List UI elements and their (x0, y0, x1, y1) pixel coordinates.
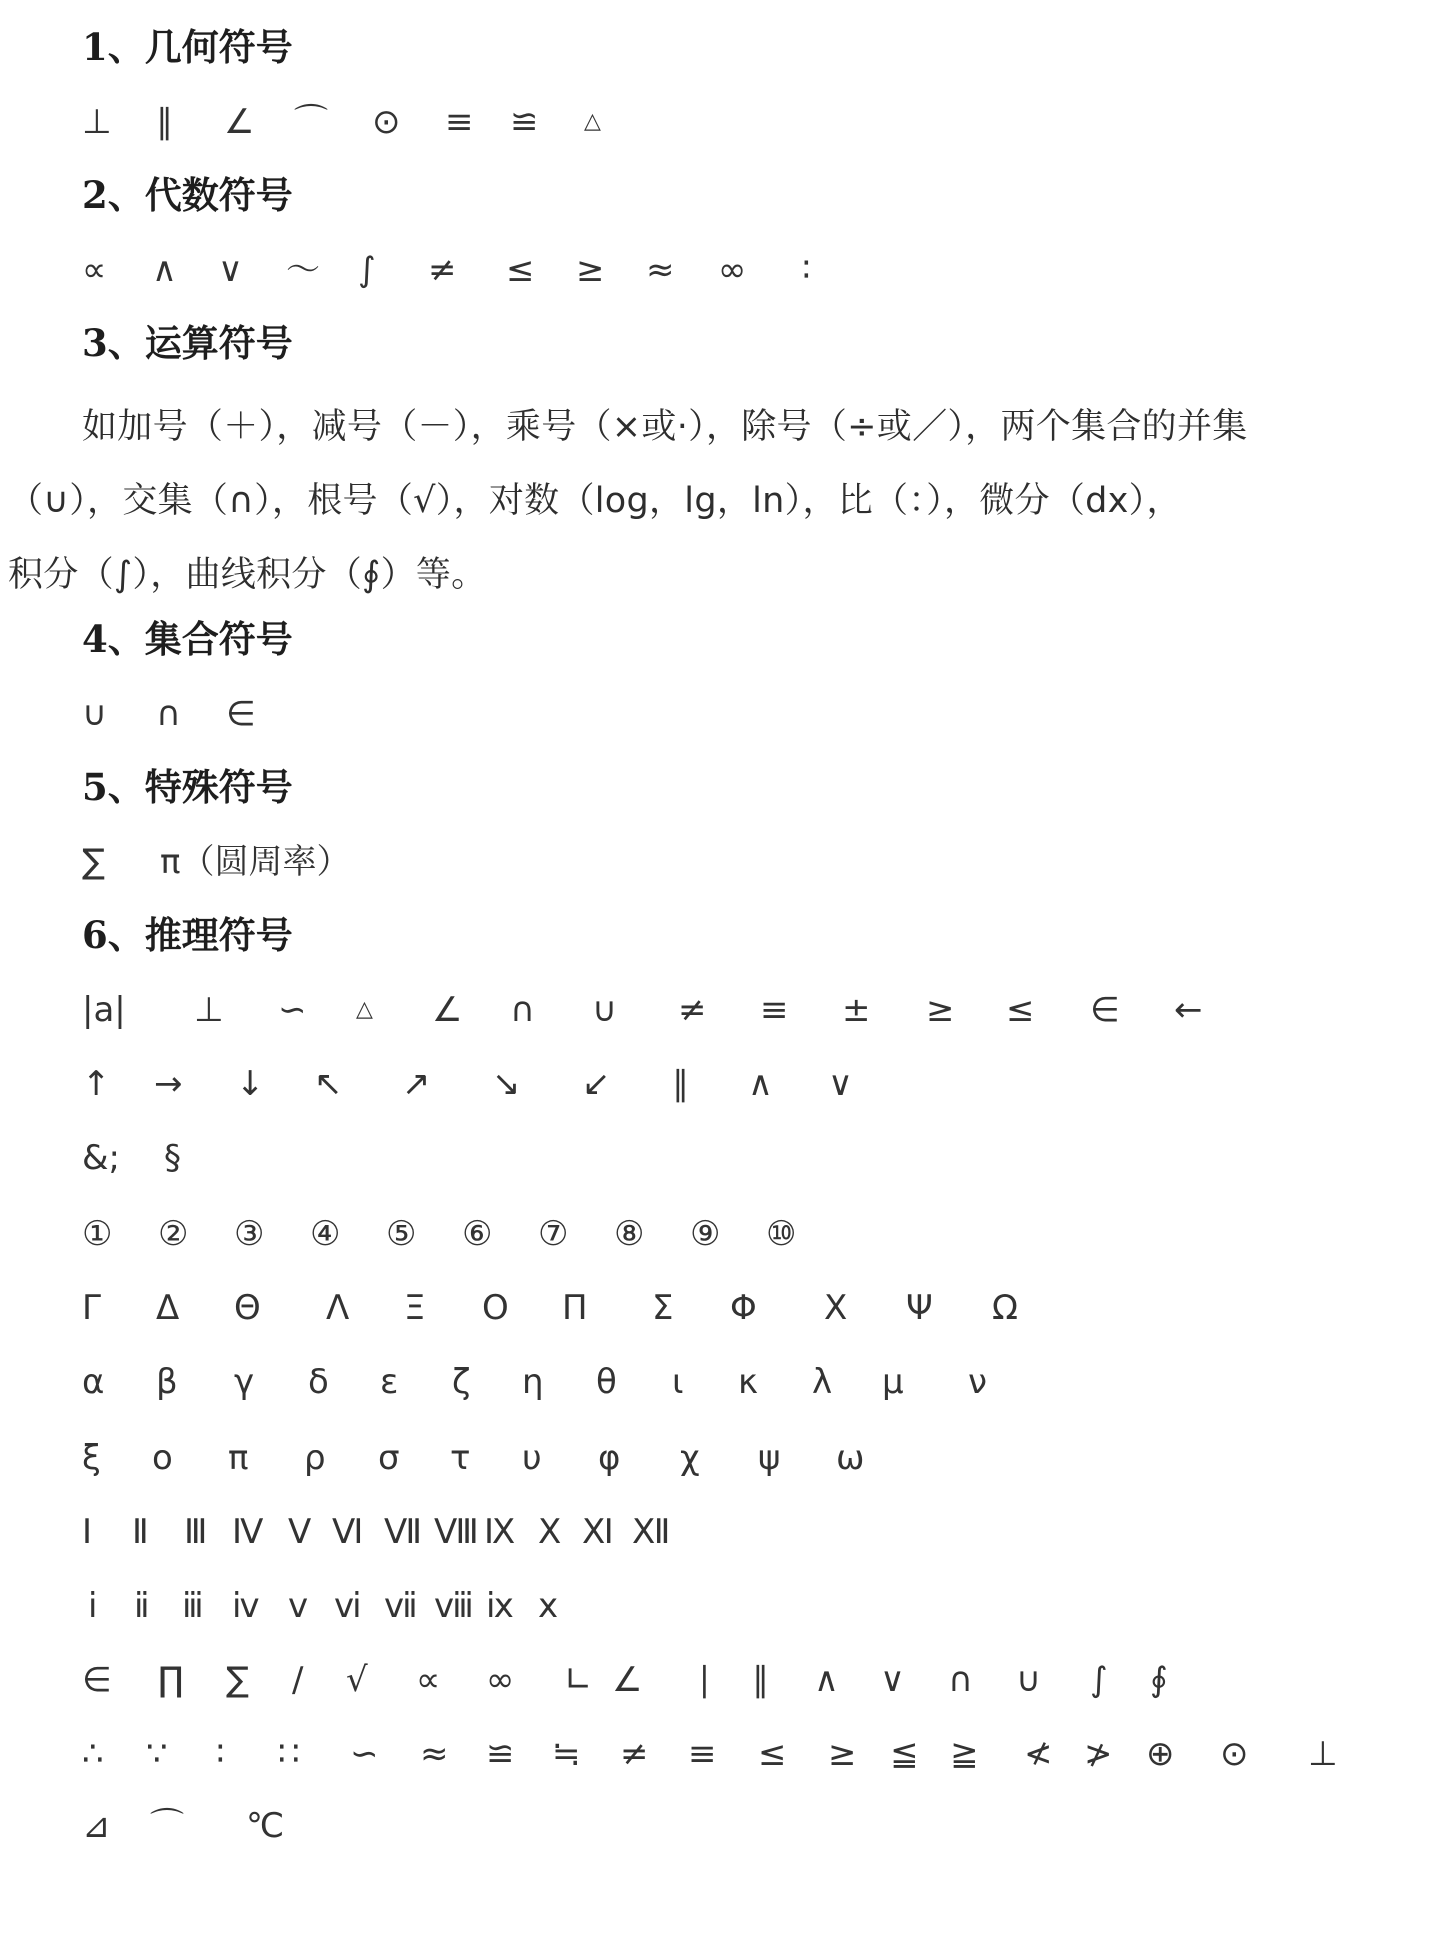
symbol: ⑩ (766, 1214, 797, 1254)
symbol: ⌒ (150, 1806, 184, 1846)
symbol-row-relations (82, 1724, 1402, 1784)
symbol: ⑤ (386, 1214, 417, 1254)
symbol: ⊙ (1220, 1734, 1249, 1774)
symbol: ψ (758, 1438, 781, 1478)
symbol: ± (842, 990, 871, 1030)
symbol: Ψ (906, 1288, 933, 1328)
symbol: ⊿ (82, 1806, 111, 1846)
symbol: ⅸ (486, 1586, 514, 1626)
symbol: ∩ (948, 1660, 973, 1700)
symbol: δ (308, 1362, 329, 1402)
symbol: ∫ (1090, 1660, 1108, 1700)
symbol: ⅷ (434, 1586, 474, 1626)
symbol: Ⅳ (232, 1512, 264, 1552)
symbol-row-greek-lower-2 (82, 1428, 1402, 1488)
paragraph-line: 积分（∫），曲线积分（∮）等。 (8, 555, 487, 595)
symbol: Π (562, 1288, 588, 1328)
symbol: ∈ (1090, 990, 1120, 1030)
symbol: ∩ (156, 694, 181, 734)
symbol: ∕ (292, 1660, 304, 1700)
symbol: ≈ (420, 1734, 449, 1774)
symbol: η (522, 1362, 544, 1402)
symbol: ≥ (576, 250, 605, 290)
symbol: |a| (82, 990, 126, 1030)
symbol: θ (596, 1362, 617, 1402)
symbol: Ⅶ (384, 1512, 423, 1552)
symbol: ≈ (646, 250, 675, 290)
symbol: τ (450, 1438, 471, 1478)
symbol: ζ (452, 1362, 471, 1402)
symbol: ← (1174, 990, 1203, 1030)
symbol: ≠ (620, 1734, 649, 1774)
symbol: ∶ (216, 1734, 225, 1774)
symbol: α (82, 1362, 105, 1402)
symbol: ∨ (218, 250, 243, 290)
symbol-row-greek-upper (82, 1278, 1402, 1338)
symbol: ∝ (416, 1660, 441, 1700)
symbol: ≤ (506, 250, 535, 290)
symbol: χ (680, 1438, 700, 1478)
section-heading-set: 4、集合符号 (82, 617, 293, 661)
symbol: π（圆周率） (160, 842, 351, 882)
paragraph-line: （∪），交集（∩），根号（√），对数（log，lg，ln），比（：），微分（dx）， (8, 481, 1182, 521)
symbol: ∥ (156, 102, 173, 142)
symbol: ≥ (828, 1734, 857, 1774)
symbol: Ⅲ (184, 1512, 208, 1552)
section-heading-special: 5、特殊符号 (82, 765, 293, 809)
symbol: ⊥ (1308, 1734, 1338, 1774)
symbol: ∑ (226, 1660, 249, 1700)
symbol: Ⅰ (82, 1512, 93, 1552)
symbol: ⅱ (134, 1586, 150, 1626)
symbol: ∟ (564, 1660, 593, 1700)
symbol: ≥ (926, 990, 955, 1030)
symbol-row-reasoning-circled (82, 1204, 1402, 1264)
symbol: ∈ (226, 694, 256, 734)
symbol: ι (672, 1362, 684, 1402)
symbol: μ (882, 1362, 904, 1402)
symbol-row-special (82, 832, 1402, 892)
symbol: ∑ (82, 842, 105, 882)
symbol: ∣ (696, 1660, 713, 1700)
symbol: Ξ (404, 1288, 426, 1328)
symbol: ∞ (718, 250, 747, 290)
symbol: ≒ (552, 1734, 581, 1774)
symbol: ∪ (82, 694, 107, 734)
symbol-row-algebra (82, 240, 1402, 300)
symbol: ⊕ (1146, 1734, 1175, 1774)
symbol: Ⅻ (632, 1512, 671, 1552)
symbol: Σ (652, 1288, 674, 1328)
symbol: ≮ (1024, 1734, 1053, 1774)
symbol-row-reasoning-1 (82, 980, 1402, 1040)
symbol: ∽ (278, 990, 307, 1030)
symbol: ⑥ (462, 1214, 493, 1254)
symbol: Ⅸ (484, 1512, 516, 1552)
symbol: ↓ (236, 1064, 265, 1104)
symbol: ⌒ (294, 102, 328, 142)
symbol-row-reasoning-2 (82, 1054, 1402, 1114)
symbol: ≌ (486, 1734, 515, 1774)
symbol: Θ (234, 1288, 261, 1328)
symbol: ∶ (802, 250, 811, 290)
symbol: ↑ (82, 1064, 111, 1104)
symbol: ∧ (152, 250, 177, 290)
symbol: ∪ (592, 990, 617, 1030)
symbol: Ⅱ (132, 1512, 149, 1552)
symbol: ∩ (510, 990, 535, 1030)
symbol-row-misc (82, 1796, 1402, 1856)
symbol: φ (598, 1438, 621, 1478)
symbol: ∠ (612, 1660, 643, 1700)
symbol: ⅹ (538, 1586, 559, 1626)
symbol: κ (738, 1362, 759, 1402)
symbol: ο (152, 1438, 173, 1478)
symbol-row-roman-upper (82, 1502, 1402, 1562)
symbol: σ (378, 1438, 400, 1478)
symbol: Ω (992, 1288, 1018, 1328)
symbol: Ⅷ (434, 1512, 479, 1552)
symbol: ε (380, 1362, 399, 1402)
symbol: ⊙ (372, 102, 401, 142)
symbol: ↖ (314, 1064, 343, 1104)
symbol: γ (234, 1362, 255, 1402)
symbol: ⊥ (194, 990, 224, 1030)
symbol: Ⅹ (538, 1512, 562, 1552)
symbol: ∨ (880, 1660, 905, 1700)
symbol: Ⅴ (288, 1512, 312, 1552)
symbol: → (154, 1064, 183, 1104)
symbol: ≦ (890, 1734, 919, 1774)
section-heading-operation: 3、运算符号 (82, 321, 293, 365)
symbol: ≡ (688, 1734, 717, 1774)
symbol: ⑨ (690, 1214, 721, 1254)
symbol: ⅵ (334, 1586, 362, 1626)
symbol: ⅶ (384, 1586, 418, 1626)
symbol: ∏ (158, 1660, 184, 1700)
symbol: ≯ (1084, 1734, 1113, 1774)
symbol: υ (522, 1438, 542, 1478)
symbol: △ (584, 109, 601, 134)
symbol: ∽ (350, 1734, 379, 1774)
symbol: ∴ (82, 1734, 104, 1774)
symbol: ⅳ (232, 1586, 260, 1626)
symbol: √ (346, 1660, 368, 1700)
symbol: ≌ (510, 102, 539, 142)
symbol: ∞ (486, 1660, 515, 1700)
symbol: λ (812, 1362, 833, 1402)
symbol: ∈ (82, 1660, 112, 1700)
symbol: ⅲ (182, 1586, 204, 1626)
symbol: ∧ (814, 1660, 839, 1700)
symbol: ∝ (82, 250, 107, 290)
symbol: Δ (156, 1288, 180, 1328)
symbol: ↗ (402, 1064, 431, 1104)
symbol: ∠ (224, 102, 255, 142)
symbol: ξ (82, 1438, 101, 1478)
symbol: ∷ (278, 1734, 300, 1774)
symbol: ω (836, 1438, 865, 1478)
symbol-row-operators (82, 1650, 1402, 1710)
symbol: ③ (234, 1214, 265, 1254)
symbol: Γ (82, 1288, 101, 1328)
symbol-row-reasoning-3 (82, 1128, 1402, 1188)
symbol: ④ (310, 1214, 341, 1254)
symbol: &; (82, 1138, 120, 1178)
section-heading-algebra: 2、代数符号 (82, 173, 293, 217)
symbol: ≡ (445, 102, 474, 142)
paragraph-line: 如加号（＋），减号（－），乘号（×或·），除号（÷或／），两个集合的并集 (82, 407, 1248, 447)
symbol: ⑧ (614, 1214, 645, 1254)
symbol: ≧ (950, 1734, 979, 1774)
symbol: △ (356, 997, 373, 1022)
symbol: ① (82, 1214, 113, 1254)
symbol: ∵ (146, 1734, 168, 1774)
symbol-row-set (82, 684, 1402, 744)
symbol: β (156, 1362, 178, 1402)
symbol: ⅴ (288, 1586, 309, 1626)
symbol-row-geometry (82, 92, 1402, 152)
symbol: ∫ (358, 250, 376, 290)
symbol: ≠ (428, 250, 457, 290)
symbol: ⊥ (82, 102, 112, 142)
symbol: ≡ (760, 990, 789, 1030)
symbol-row-roman-lower (82, 1576, 1402, 1636)
symbol: Φ (730, 1288, 757, 1328)
symbol: π (228, 1438, 249, 1478)
symbol: ≤ (758, 1734, 787, 1774)
symbol: ② (158, 1214, 189, 1254)
symbol: ≤ (1006, 990, 1035, 1030)
section-heading-reasoning: 6、推理符号 (82, 913, 293, 957)
symbol: ↘ (492, 1064, 521, 1104)
symbol: ∧ (748, 1064, 773, 1104)
section-heading-geometry: 1、几何符号 (82, 25, 293, 69)
symbol: Λ (326, 1288, 350, 1328)
symbol: ⅰ (88, 1586, 98, 1626)
symbol: Χ (824, 1288, 848, 1328)
symbol: Ⅵ (332, 1512, 364, 1552)
symbol: ～ (286, 250, 320, 290)
symbol: ρ (304, 1438, 326, 1478)
symbol: ↙ (582, 1064, 611, 1104)
symbol: ∨ (828, 1064, 853, 1104)
symbol: ℃ (246, 1806, 285, 1846)
symbol: ∥ (672, 1064, 689, 1104)
symbol: ∪ (1016, 1660, 1041, 1700)
symbol: ∠ (432, 990, 463, 1030)
symbol: ∥ (752, 1660, 769, 1700)
symbol: ⑦ (538, 1214, 569, 1254)
symbol: ≠ (678, 990, 707, 1030)
symbol-row-greek-lower-1 (82, 1352, 1402, 1412)
symbol: ∮ (1150, 1660, 1168, 1700)
symbol: Ⅺ (582, 1512, 614, 1552)
symbol: § (164, 1138, 181, 1178)
symbol: Ο (482, 1288, 509, 1328)
symbol: ν (968, 1362, 987, 1402)
